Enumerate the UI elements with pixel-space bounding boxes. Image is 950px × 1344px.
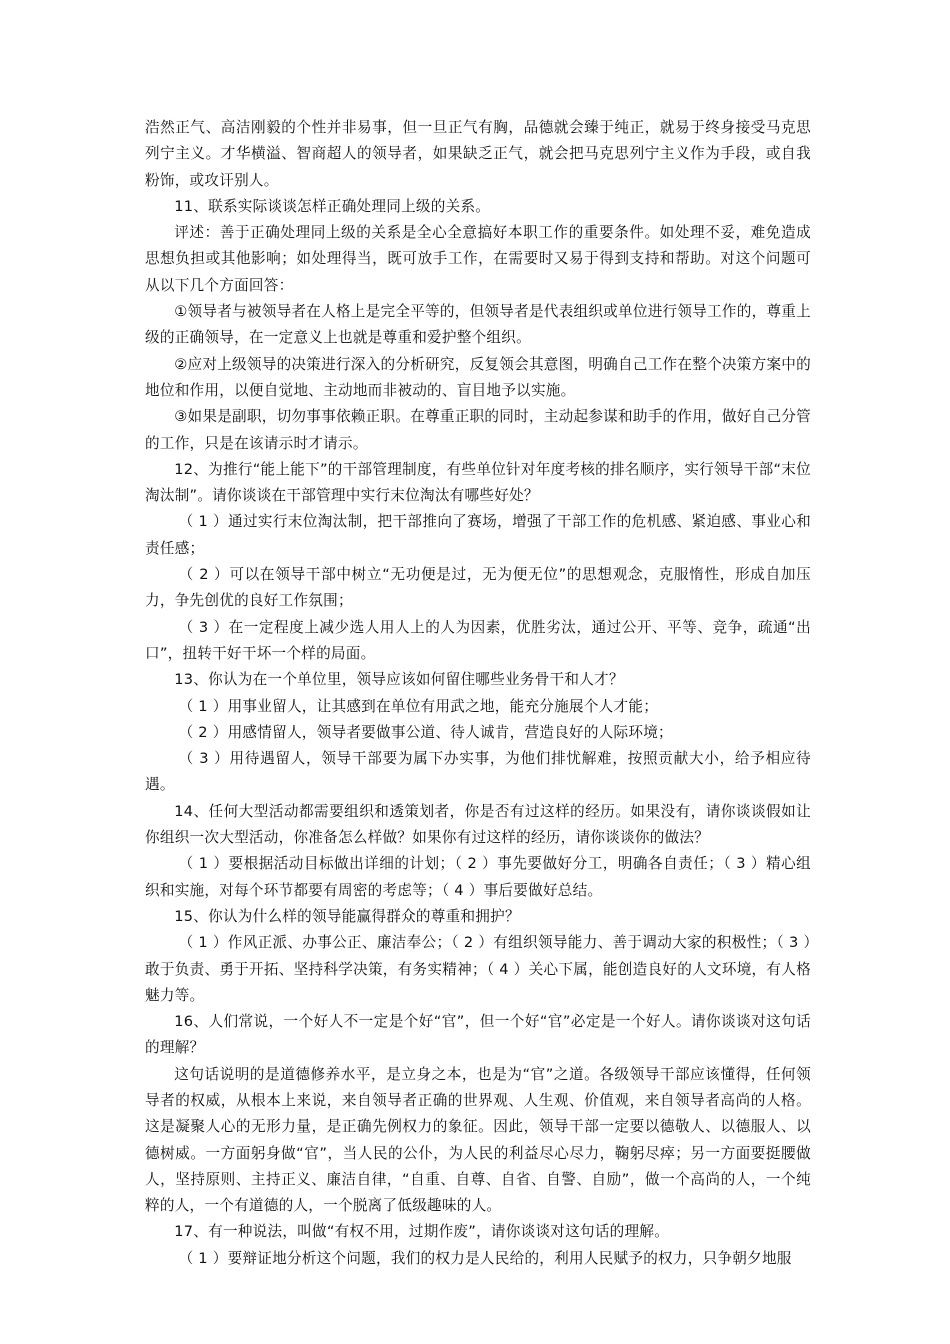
answer-item: （ 1 ）作风正派、办事公正、廉洁奉公；（ 2 ）有组织领导能力、善于调动大家的积极性；（ 3 ）敢于负责、勇于开拓、坚持科学决策，有务实精神；（ 4 ）关心下属，能创造良好的人文环境，有人格魅力等。 — [145, 934, 811, 1004]
question-17-heading: 17、有一种说法，叫做“有权不用，过期作废”，请你谈谈对这句话的理解。 — [174, 1223, 670, 1241]
document-page — [145, 115, 811, 1272]
answer-item: （ 1 ）要辩证地分析这个问题，我们的权力是人民给的，利用人民赋予的权力，只争朝夕地服 — [178, 1249, 792, 1267]
answer-point: ②应对上级领导的决策进行深入的分析研究，反复领会其意图，明确自己工作在整个决策方案中的地位和作用，以便自觉地、主动地而非被动的、盲目地予以实施。 — [145, 355, 811, 399]
question-12-heading: 12、为推行“能上能下”的干部管理制度，有些单位针对年度考核的排名顺序，实行领导干部“末位淘汰制”。请你谈谈在干部管理中实行末位淘汰有哪些好处？ — [145, 460, 811, 505]
paragraph: 评述：善于正确处理同上级的关系是全心全意搞好本职工作的重要条件。如处理不妥，难免造成思想负担或其他影响；如处理得当，既可放手工作，在需要时又易于得到支持和帮助。对这个问题可从以下几个方面回答： — [145, 224, 811, 294]
question-13-heading: 13、你认为在一个单位里，领导应该如何留住哪些业务骨干和人才？ — [174, 671, 624, 689]
paragraph: 浩然正气、高洁刚毅的个性并非易事，但一旦正气有胸，品德就会臻于纯正，就易于终身接受马克思列宁主义。才华横溢、智商超人的领导者，如果缺乏正气，就会把马克思列宁主义作为手段，或自我粉饰，或攻讦别人。 — [145, 119, 811, 189]
answer-item: （ 1 ）通过实行末位淘汰制，把干部推向了赛场，增强了干部工作的危机感、紧迫感、事业心和责任感； — [145, 513, 811, 557]
question-14-heading: 14、任何大型活动都需要组织和透策划者，你是否有过这样的经历。如果没有，请你谈谈假如让你组织一次大型活动，你准备怎么样做？如果你有过这样的经历，请你谈谈你的做法？ — [145, 802, 811, 847]
answer-item: （ 3 ）在一定程度上减少选人用人上的人为因素，优胜劣汰，通过公开、平等、竞争，疏通“出口”，扭转干好干坏一个样的局面。 — [145, 618, 811, 662]
answer-item: （ 3 ）用待遇留人，领导干部要为属下办实事，为他们排忧解难，按照贡献大小，给予相应待遇。 — [145, 750, 811, 794]
question-15-heading: 15、你认为什么样的领导能赢得群众的尊重和拥护？ — [174, 907, 520, 925]
answer-item: （ 2 ）用感情留人，领导者要做事公道、待人诚肯，营造良好的人际环境； — [178, 723, 673, 741]
answer-point: ①领导者与被领导者在人格上是完全平等的，但领导者是代表组织或单位进行领导工作的，尊重上级的正确领导，在一定意义上也就是尊重和爱护整个组织。 — [145, 303, 811, 347]
answer-point: ③如果是副职，切勿事事依赖正职。在尊重正职的同时，主动起参谋和助手的作用，做好自己分管的工作，只是在该请示时才请示。 — [145, 408, 811, 452]
answer-item: （ 1 ）用事业留人，让其感到在单位有用武之地，能充分施展个人才能； — [178, 697, 659, 715]
question-16-heading: 16、人们常说，一个好人不一定是个好“官”，但一个好“官”必定是一个好人。请你谈谈对这句话的理解？ — [145, 1013, 811, 1057]
paragraph: 这句话说明的是道德修养水平，是立身之本，也是为“官”之道。各级领导干部应该懂得，任何领导者的权威，从根本上来说，来自领导者正确的世界观、人生观、价值观，来自领导者高尚的人格。这是凝聚人心的无形力量，是正确先例权力的象征。因此，领导干部一定要以德敬人、以德服人、以德树威。一方面躬身做“官”，当人民的公仆，为人民的利益尽心尽力，鞠躬尽瘁；另一方面要挺腰做人，坚持原则、主持正义、廉洁自律，“自重、自尊、自省、自警、自励”，做一个高尚的人，一个纯粹的人，一个有道德的人，一个脱离了低级趣味的人。 — [145, 1065, 812, 1215]
question-11-heading: 11、联系实际谈谈怎样正确处理同上级的关系。 — [174, 197, 491, 215]
answer-item: （ 1 ）要根据活动目标做出详细的计划；（ 2 ）事先要做好分工，明确各自责任；（ 3 ）精心组织和实施，对每个环节都要有周密的考虑等；（ 4 ）事后要做好总结。 — [145, 855, 811, 899]
answer-item: （ 2 ）可以在领导干部中树立“无功便是过，无为便无位”的思想观念，克服惰性，形成自加压力，争先创优的良好工作氛围； — [145, 566, 811, 610]
